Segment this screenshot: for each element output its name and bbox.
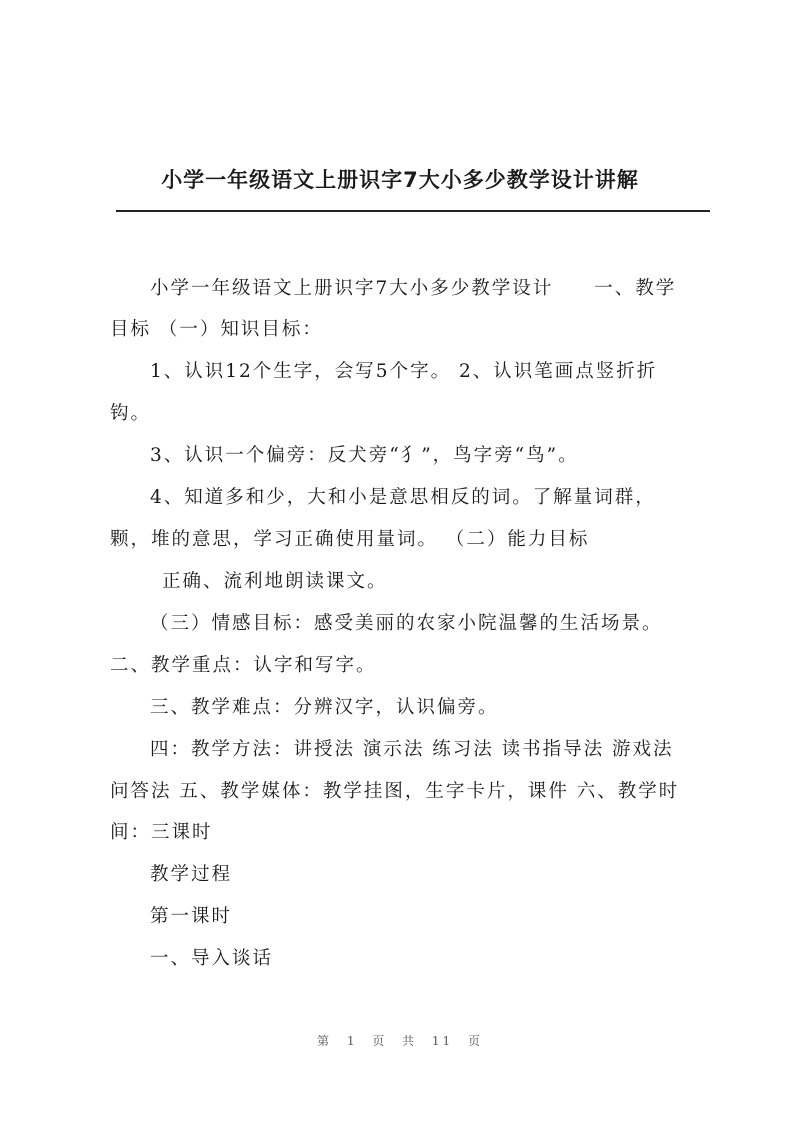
text-line-11: 三、教学难点：分辨汉字，认识偏旁。: [150, 697, 499, 718]
text-line-6: 4、知道多和少，大和小是意思相反的词。了解量词群，: [150, 487, 656, 508]
document-title: 小学一年级语文上册识字7大小多少教学设计讲解: [161, 168, 639, 192]
text-line-5: 3、认识一个偏旁：反犬旁“犭”，鸟字旁“鸟”。: [150, 445, 579, 466]
text-line-7: 颗，堆的意思，学习正确使用量词。 （二）能力目标: [110, 529, 590, 550]
text-line-9: （三）情感目标：感受美丽的农家小院温馨的生活场景。: [150, 613, 663, 634]
text-line-10: 二、教学重点：认字和写字。: [110, 655, 377, 676]
page-footer: 第 1 页 共 11 页: [317, 1034, 483, 1048]
text-line-8: 正确、流利地朗读课文。: [162, 571, 388, 592]
text-line-15: 教学过程: [150, 864, 233, 885]
text-line-13: 问答法 五、教学媒体：教学挂图，生字卡片，课件 六、教学时: [110, 781, 680, 802]
text-line-4: 钩。: [110, 403, 152, 424]
text-line-17: 一、导入谈话: [150, 948, 274, 969]
text-line-2: 目标 （一）知识目标：: [110, 319, 323, 340]
text-line-12: 四：教学方法：讲授法 演示法 练习法 读书指导法 游戏法: [150, 739, 674, 760]
text-line-14: 间：三课时: [110, 822, 213, 843]
title-divider: [116, 210, 710, 212]
text-line-3: 1、认识12个生字，会写5个字。 2、认识笔画点竖折折: [150, 361, 658, 382]
text-line-16: 第一课时: [150, 906, 233, 927]
text-line-1: 小学一年级语文上册识字7大小多少教学设计 一、教学: [150, 278, 677, 299]
